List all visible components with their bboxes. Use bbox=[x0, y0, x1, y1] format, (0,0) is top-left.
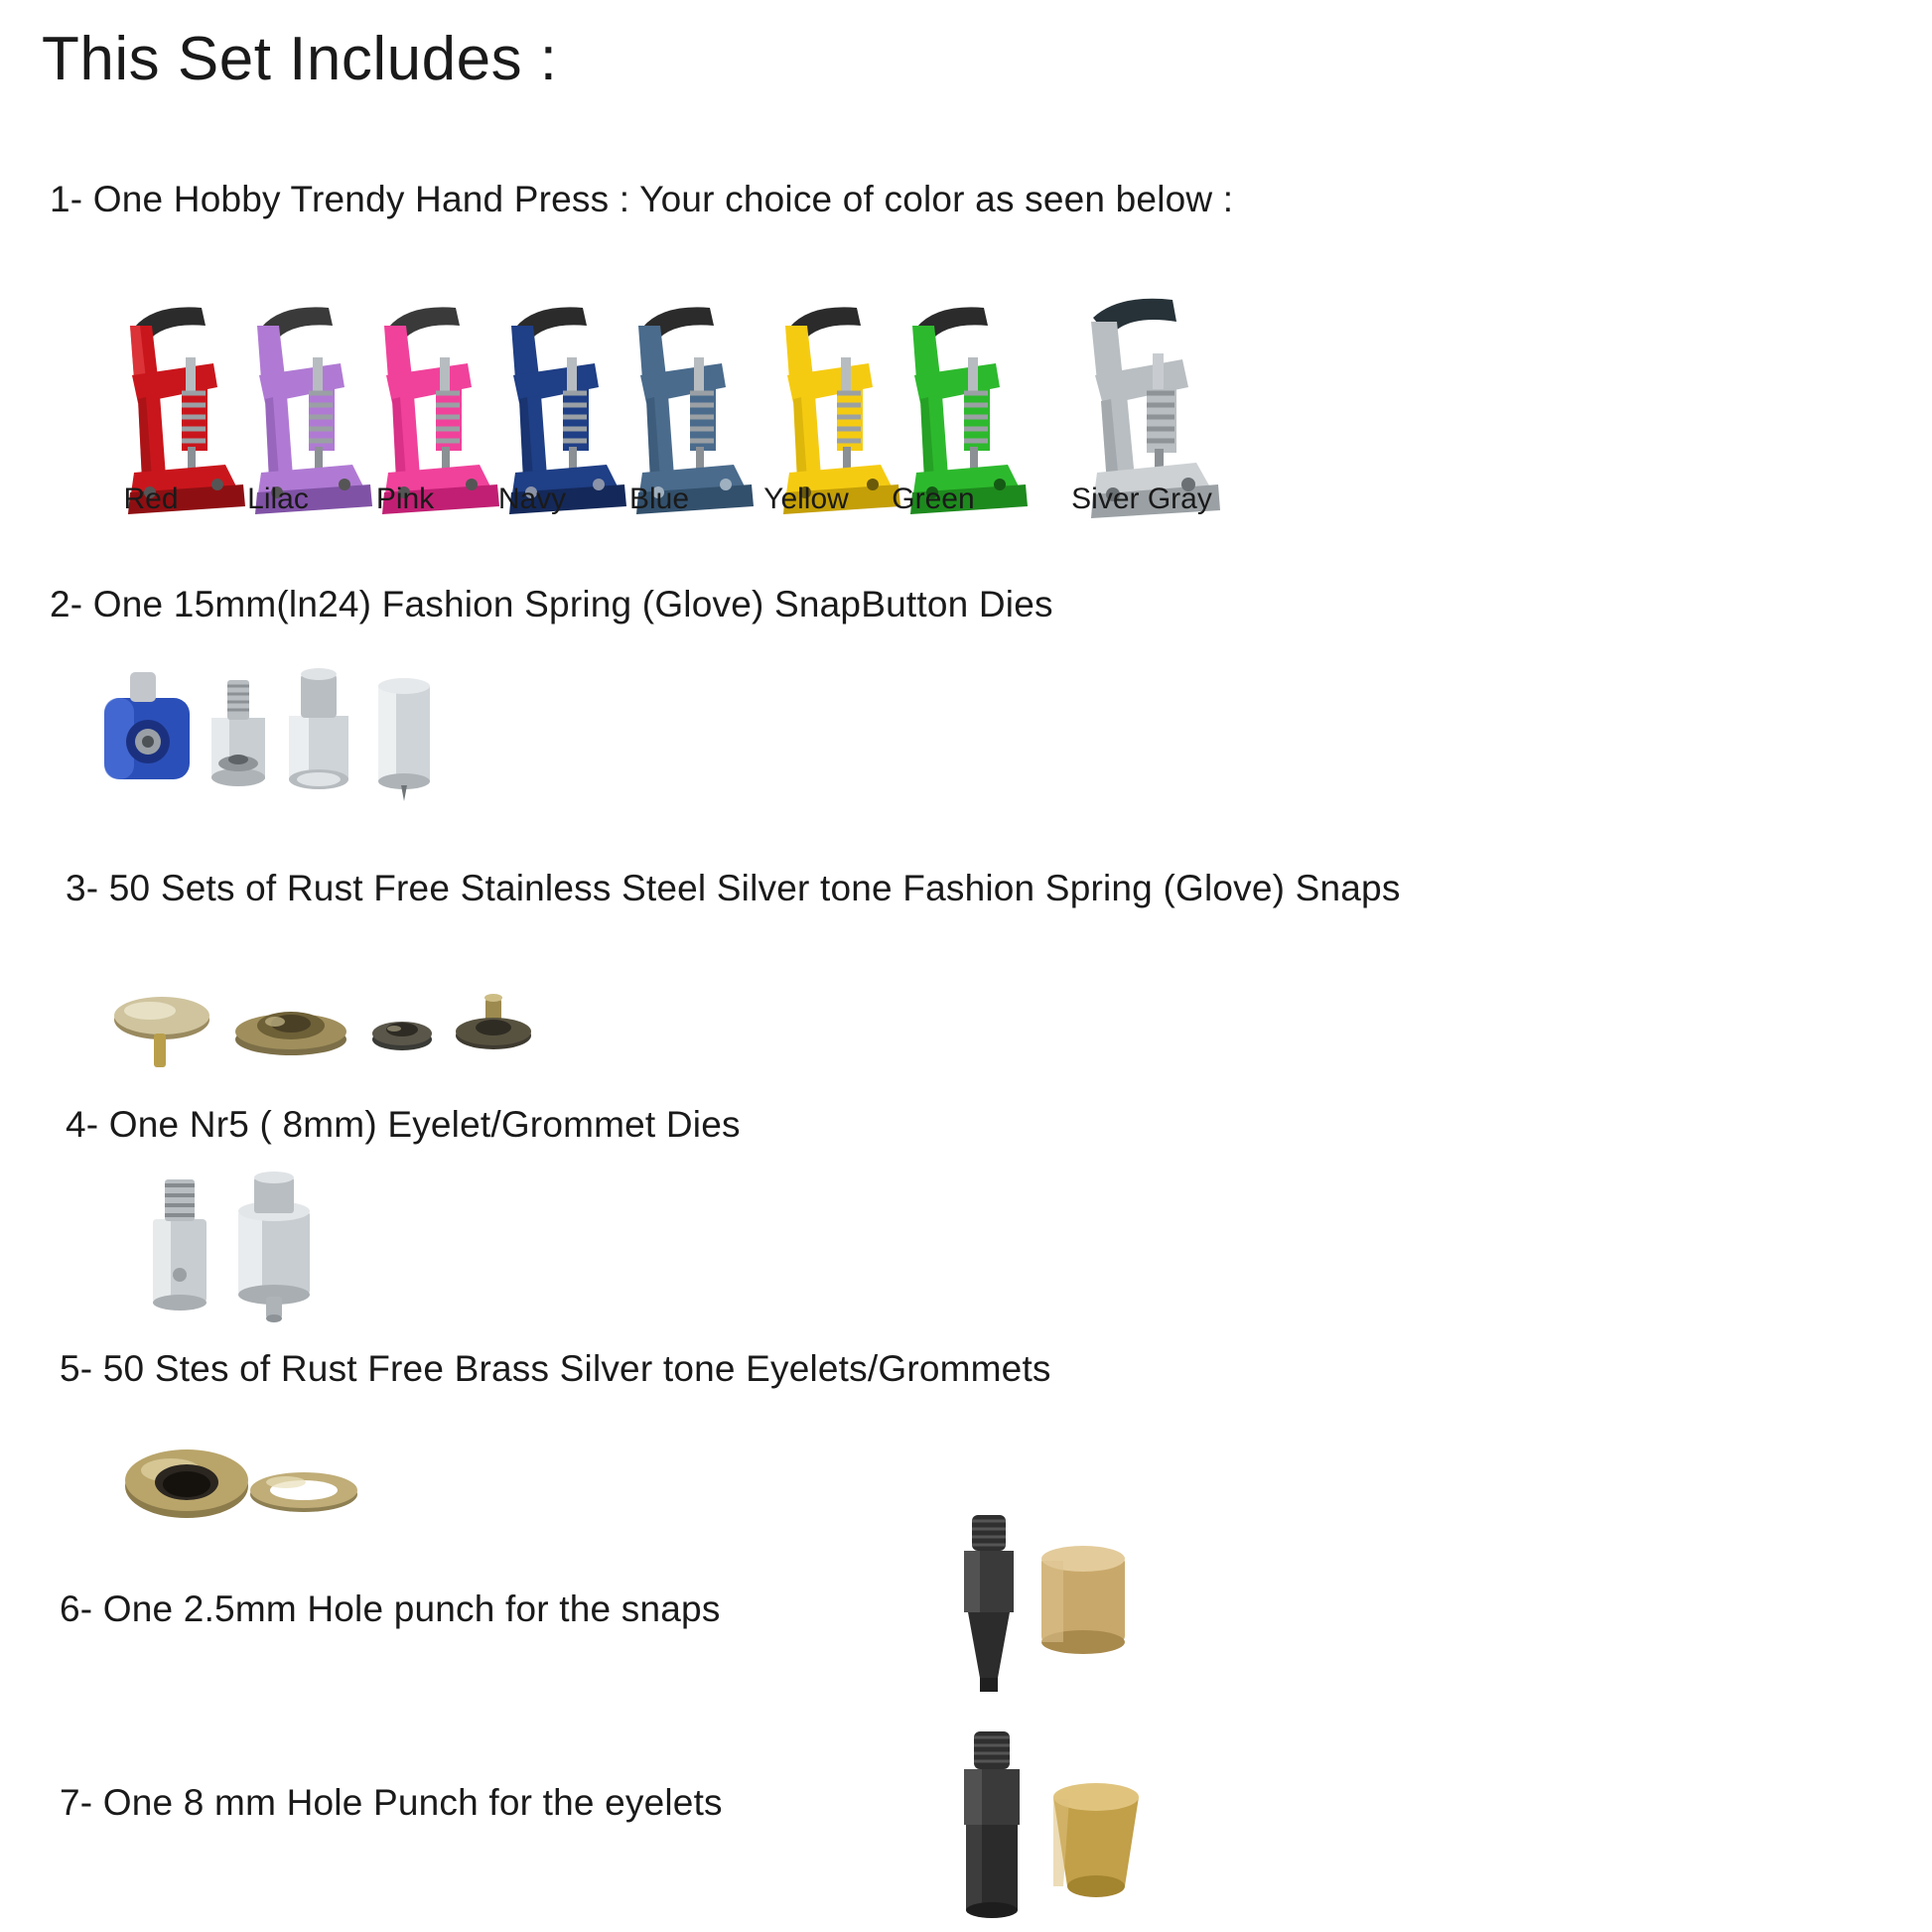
press-label-green: Green bbox=[892, 483, 975, 515]
press-label-silver-gray: Siver Gray bbox=[1071, 483, 1212, 515]
hole-punch-8mm-image bbox=[938, 1727, 1167, 1926]
hole-punch-2-5mm-image bbox=[938, 1509, 1157, 1698]
press-label-pink: Pink bbox=[375, 483, 435, 515]
press-label-red: Red bbox=[123, 483, 179, 515]
eyelet-grommet-dies-image bbox=[129, 1172, 387, 1330]
press-label-lilac: Lilac bbox=[247, 483, 309, 515]
list-item-5: 5- 50 Stes of Rust Free Brass Silver tone Eyelets/Grommets bbox=[60, 1348, 1051, 1389]
list-item-4: 4- One Nr5 ( 8mm) Eyelet/Grommet Dies bbox=[66, 1104, 741, 1145]
list-item-7: 7- One 8 mm Hole Punch for the eyelets bbox=[60, 1782, 723, 1823]
list-item-2: 2- One 15mm(ln24) Fashion Spring (Glove) SnapButton Dies bbox=[50, 584, 1053, 624]
list-item-3: 3- 50 Sets of Rust Free Stainless Steel Silver tone Fashion Spring (Glove) Snaps bbox=[66, 868, 1401, 908]
list-item-6: 6- One 2.5mm Hole punch for the snaps bbox=[60, 1588, 721, 1629]
list-item-1: 1- One Hobby Trendy Hand Press : Your choice of color as seen below : bbox=[50, 179, 1234, 219]
press-label-navy: Navy bbox=[497, 483, 567, 515]
press-label-blue: Blue bbox=[628, 483, 690, 515]
snap-button-dies-image bbox=[94, 660, 511, 809]
fashion-spring-snaps-image bbox=[104, 978, 571, 1087]
page-title: This Set Includes : bbox=[42, 25, 558, 93]
press-label-yellow: Yellow bbox=[763, 483, 849, 515]
eyelets-grommets-image bbox=[109, 1435, 407, 1544]
